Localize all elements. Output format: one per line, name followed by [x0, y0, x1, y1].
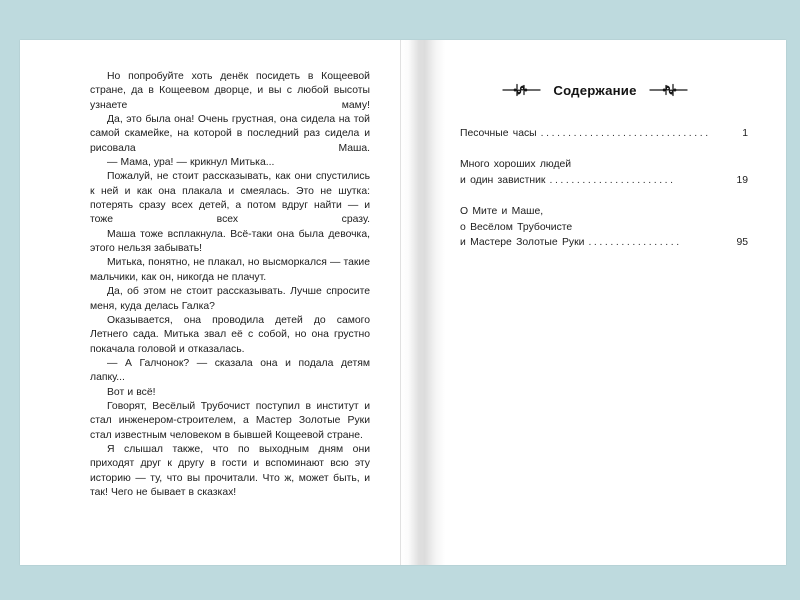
toc-entry-title: и Мастере Золотые Руки: [460, 237, 585, 249]
left-page: [20, 40, 402, 565]
toc-entry[interactable]: [460, 126, 748, 141]
toc-dot-leader: .......................: [549, 174, 676, 186]
toc-entry-final-line: [460, 173, 748, 188]
paragraph: Да, это была она! Очень грустная, она сидела на той самой скамейке, на которой в последний раз сидела и рисовала Маша.: [90, 114, 370, 154]
right-page: [404, 40, 786, 565]
paragraph: Да, об этом не стоит рассказывать. Лучше спросите меня, куда делась Галка?: [90, 286, 370, 312]
toc-entry[interactable]: [460, 204, 748, 250]
toc-entry-title: и один завистник: [460, 174, 546, 186]
paragraph: Говорят, Весёлый Трубочист поступил в институт и стал инженером-строителем, а Мастер Золотые Руки стал известным человеком в бывшей Кощеевой стране.: [90, 400, 370, 441]
paragraph: — А Галчонок? — сказала она и подала детям лапку...: [90, 357, 370, 384]
table-of-contents-header: [404, 80, 786, 100]
paragraph: Но попробуйте хоть денёк посидеть в Кощеевой стране, да в Кощеевом дворце, и вы с любой высоты узнаете маму!: [90, 71, 370, 111]
toc-dot-leader: ...............................: [540, 128, 711, 139]
toc-entry-line: Много хороших людей: [460, 159, 572, 171]
toc-entry-line: О Мите и Маше,: [460, 206, 544, 218]
toc-entry[interactable]: [460, 157, 748, 188]
paragraph: — Мама, ура! — крикнул Митька...: [107, 157, 275, 169]
toc-entry-final-line: [460, 126, 748, 141]
toc-dot-leader: .................: [588, 237, 682, 249]
flourish-ornament-icon: [502, 80, 542, 100]
paragraph: Я слышал также, что по выходным дням они приходят друг к другу в гости и вспоминают всю эту историю — ту, что вы прочитали. Что ж, может быть, и так! Чего не бывает в сказках!: [90, 443, 370, 498]
paragraph: Пожалуй, не стоит рассказывать, как они спустились к ней и как она плакала и смеялась. Это не шутка: потерять сразу всех детей, а потом вдруг найти — и тоже всех сразу.: [90, 171, 370, 226]
paragraph: Вот и всё!: [107, 386, 156, 398]
toc-page-number: 1: [742, 128, 748, 139]
toc-page-number: 95: [736, 237, 748, 249]
toc-entry-title: Песочные часы: [460, 128, 537, 139]
paragraph: Митька, понятно, не плакал, но высморкался — такие мальчики, как он, никогда не плачут.: [90, 257, 370, 283]
flourish-ornament-icon: [648, 80, 688, 100]
story-text-column: [90, 70, 370, 500]
toc-page-number: 19: [736, 174, 748, 186]
table-of-contents-list: [460, 126, 748, 250]
toc-entry-final-line: [460, 235, 748, 250]
paragraph: Оказывается, она проводила детей до самого Летнего сада. Митька звал её с собой, но она грустно покачала головой и отказалась.: [90, 314, 370, 355]
toc-entry-line: о Весёлом Трубочисте: [460, 221, 573, 233]
book-spread: [20, 40, 786, 565]
paragraph: Маша тоже всплакнула. Всё-таки она была девочка, этого нельзя забывать!: [90, 228, 370, 255]
page-title: Содержание: [553, 82, 637, 98]
